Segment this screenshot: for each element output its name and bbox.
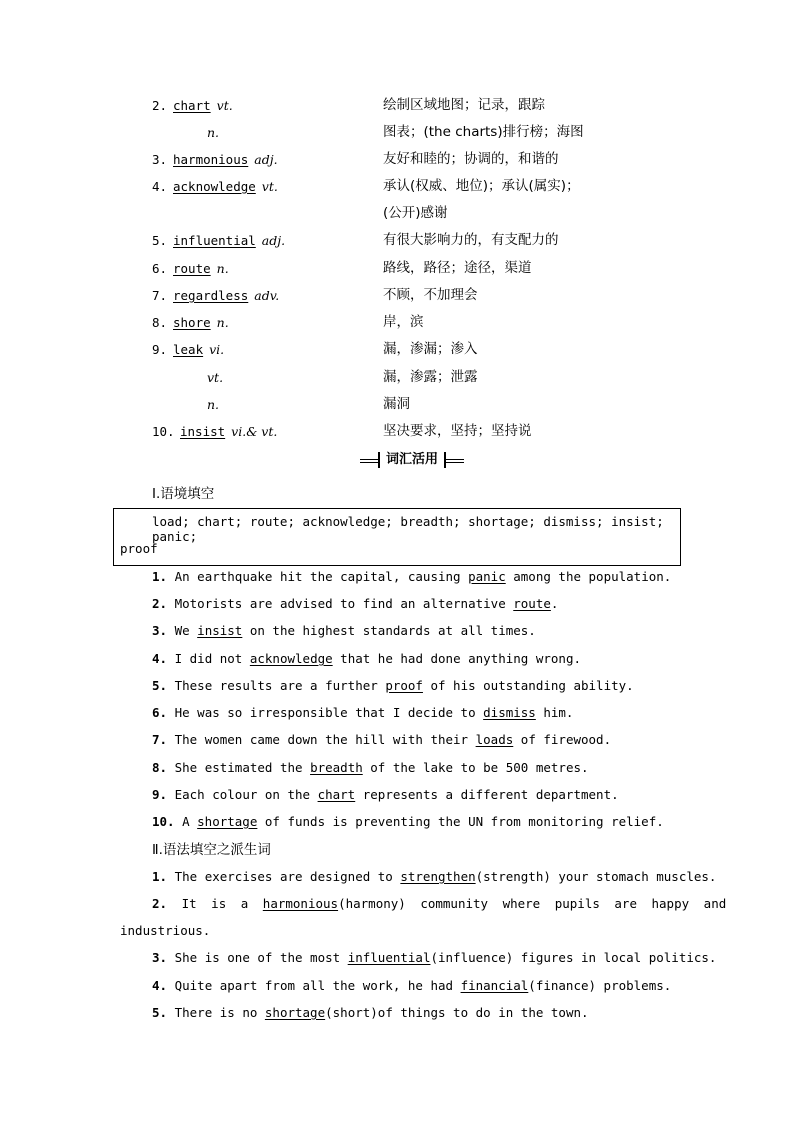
vocab-meaning: (公开)感谢 — [383, 205, 448, 221]
item-number: 3. — [152, 623, 168, 638]
vocab-pos: n. — [207, 397, 220, 412]
vocab-meaning: 绘制区域地图；记录，跟踪 — [383, 97, 545, 113]
vocab-word: leak — [173, 342, 204, 357]
vocab-row — [0, 200, 794, 227]
item-text: Each colour on the — [167, 787, 318, 802]
item-number: 8. — [152, 760, 168, 775]
item-text: An earthquake hit the capital, causing — [167, 569, 469, 584]
item-answer: loads — [475, 732, 514, 747]
item-text: (short)of things to do in the town. — [325, 1005, 589, 1020]
section-title: Ⅱ.语法填空之派生词 — [152, 842, 271, 858]
item-answer: panic — [468, 569, 506, 584]
vocab-pos: adj. — [254, 152, 278, 167]
item-text: I did not — [167, 651, 250, 666]
vocab-number: 3. — [152, 152, 168, 167]
item-text: (finance) problems. — [528, 978, 672, 993]
vocab-word: regardless — [173, 288, 249, 303]
vocab-meaning: 不顾，不加理会 — [383, 287, 478, 303]
item-text: of funds is preventing the UN from monitoring relief. — [257, 814, 664, 829]
item-text: that he had done anything wrong. — [332, 651, 582, 666]
exercise-item — [152, 976, 671, 996]
vocab-number: 9. — [152, 342, 168, 357]
item-text: (harmony) community where pupils are happy and — [338, 896, 727, 911]
exercise-item — [152, 1003, 589, 1023]
vocab-row — [0, 336, 794, 363]
item-answer: chart — [317, 787, 356, 802]
item-number: 10. — [152, 814, 175, 829]
vocab-row — [0, 227, 794, 254]
item-number: 5. — [152, 1005, 168, 1020]
item-number: 1. — [152, 869, 168, 884]
item-answer: dismiss — [483, 705, 536, 720]
vocab-word: chart — [173, 98, 211, 113]
section-title: Ⅰ.语境填空 — [152, 486, 215, 502]
item-number: 4. — [152, 651, 168, 666]
vocab-row — [0, 173, 794, 200]
item-answer: shortage — [197, 814, 258, 829]
vocab-pos: adv. — [254, 288, 280, 303]
vocab-meaning: 岸，滨 — [383, 314, 424, 330]
vocab-row — [0, 119, 794, 146]
vocab-pos: n. — [207, 125, 220, 140]
item-number: 2. — [152, 596, 168, 611]
vocab-pos: n. — [216, 261, 229, 276]
item-answer: harmonious — [262, 896, 339, 911]
exercise-item — [152, 649, 581, 669]
item-text: on the highest standards at all times. — [242, 623, 536, 638]
vocab-row — [0, 255, 794, 282]
item-text: It is a — [167, 896, 263, 911]
item-text: Motorists are advised to find an alternative — [167, 596, 514, 611]
vocab-meaning: 图表；(the charts)排行榜；海图 — [383, 124, 584, 140]
vocab-row — [0, 391, 794, 418]
item-answer: strengthen — [400, 869, 476, 884]
item-text: The exercises are designed to — [167, 869, 401, 884]
word-bank — [113, 508, 681, 566]
item-answer: proof — [385, 678, 423, 693]
vocab-number: 10. — [152, 424, 175, 439]
vocab-number: 6. — [152, 261, 168, 276]
item-number: 6. — [152, 705, 168, 720]
vocab-meaning: 友好和睦的；协调的，和谐的 — [383, 151, 559, 167]
exercise-item — [152, 812, 664, 832]
vocab-meaning: 漏，渗露；泄露 — [383, 369, 478, 385]
item-text: She is one of the most — [167, 950, 348, 965]
item-text: These results are a further — [167, 678, 386, 693]
item-text: (influence) figures in local politics. — [430, 950, 717, 965]
vocab-pos: vi.& vt. — [231, 424, 278, 439]
vocab-meaning: 有很大影响力的，有支配力的 — [383, 232, 559, 248]
vocab-row — [0, 146, 794, 173]
item-number: 3. — [152, 950, 168, 965]
item-answer: influential — [347, 950, 431, 965]
exercise-item — [152, 867, 716, 887]
vocab-number: 7. — [152, 288, 168, 303]
exercise-item — [152, 621, 536, 641]
item-text: of firewood. — [513, 732, 612, 747]
item-text: The women came down the hill with their — [167, 732, 476, 747]
vocab-word: shore — [173, 315, 211, 330]
item-answer: breadth — [310, 760, 363, 775]
word-bank-text: load; chart; route; acknowledge; breadth; shortage; dismiss; insist; panic; — [152, 514, 664, 544]
exercise-item — [152, 594, 558, 614]
vocab-row — [0, 309, 794, 336]
vocab-pos: vi. — [209, 342, 225, 357]
item-number: 2. — [152, 896, 168, 911]
item-text: He was so irresponsible that I decide to — [167, 705, 484, 720]
exercise-item — [152, 567, 671, 587]
vocab-row — [0, 364, 794, 391]
item-number: 9. — [152, 787, 168, 802]
vocab-word: influential — [173, 233, 256, 248]
item-text: We — [167, 623, 198, 638]
item-text: There is no — [167, 1005, 265, 1020]
item-answer: acknowledge — [249, 651, 333, 666]
item-text: represents a different department. — [355, 787, 619, 802]
vocab-pos: vt. — [216, 98, 233, 113]
banner-label: 词汇活用 — [378, 452, 446, 468]
word-bank-text: proof — [120, 541, 158, 556]
exercise-item — [152, 703, 573, 723]
section-banner — [360, 452, 464, 468]
vocab-word: insist — [180, 424, 226, 439]
vocab-pos: vt. — [261, 179, 278, 194]
vocab-meaning: 漏，渗漏；渗入 — [383, 341, 478, 357]
vocab-word: acknowledge — [173, 179, 256, 194]
item-text: A — [174, 814, 198, 829]
vocab-number: 2. — [152, 98, 168, 113]
vocab-meaning: 漏洞 — [383, 396, 410, 412]
item-answer: financial — [460, 978, 529, 993]
vocab-meaning: 承认(权威、地位)；承认(属实)； — [383, 178, 580, 194]
vocab-number: 4. — [152, 179, 168, 194]
item-number: 7. — [152, 732, 168, 747]
item-text: among the population. — [505, 569, 672, 584]
item-text: (strength) your stomach muscles. — [475, 869, 717, 884]
vocab-number: 5. — [152, 233, 168, 248]
vocab-word: route — [173, 261, 211, 276]
exercise-item — [152, 948, 716, 968]
vocab-word: harmonious — [173, 152, 249, 167]
vocab-pos: n. — [216, 315, 229, 330]
item-answer: insist — [197, 623, 243, 638]
vocab-row — [0, 282, 794, 309]
item-text: . — [550, 596, 559, 611]
vocab-row — [0, 92, 794, 119]
exercise-item — [152, 676, 634, 696]
exercise-item — [152, 894, 726, 914]
vocab-row — [0, 418, 794, 445]
vocab-meaning: 路线，路径；途径，渠道 — [383, 260, 532, 276]
vocab-number: 8. — [152, 315, 168, 330]
exercise-item — [152, 785, 619, 805]
item-text: She estimated the — [167, 760, 311, 775]
item-answer: shortage — [264, 1005, 326, 1020]
item-text: him. — [535, 705, 574, 720]
item-text: of his outstanding ability. — [422, 678, 634, 693]
item-number: 4. — [152, 978, 168, 993]
item-number: 1. — [152, 569, 168, 584]
exercise-item-continuation: industrious. — [120, 923, 211, 938]
vocab-pos: vt. — [207, 370, 224, 385]
exercise-item — [152, 758, 589, 778]
vocab-meaning: 坚决要求，坚持；坚持说 — [383, 423, 532, 439]
item-answer: route — [513, 596, 551, 611]
item-text: of the lake to be 500 metres. — [362, 760, 589, 775]
vocab-pos: adj. — [261, 233, 286, 248]
item-number: 5. — [152, 678, 168, 693]
exercise-item — [152, 730, 611, 750]
item-text: Quite apart from all the work, he had — [167, 978, 461, 993]
